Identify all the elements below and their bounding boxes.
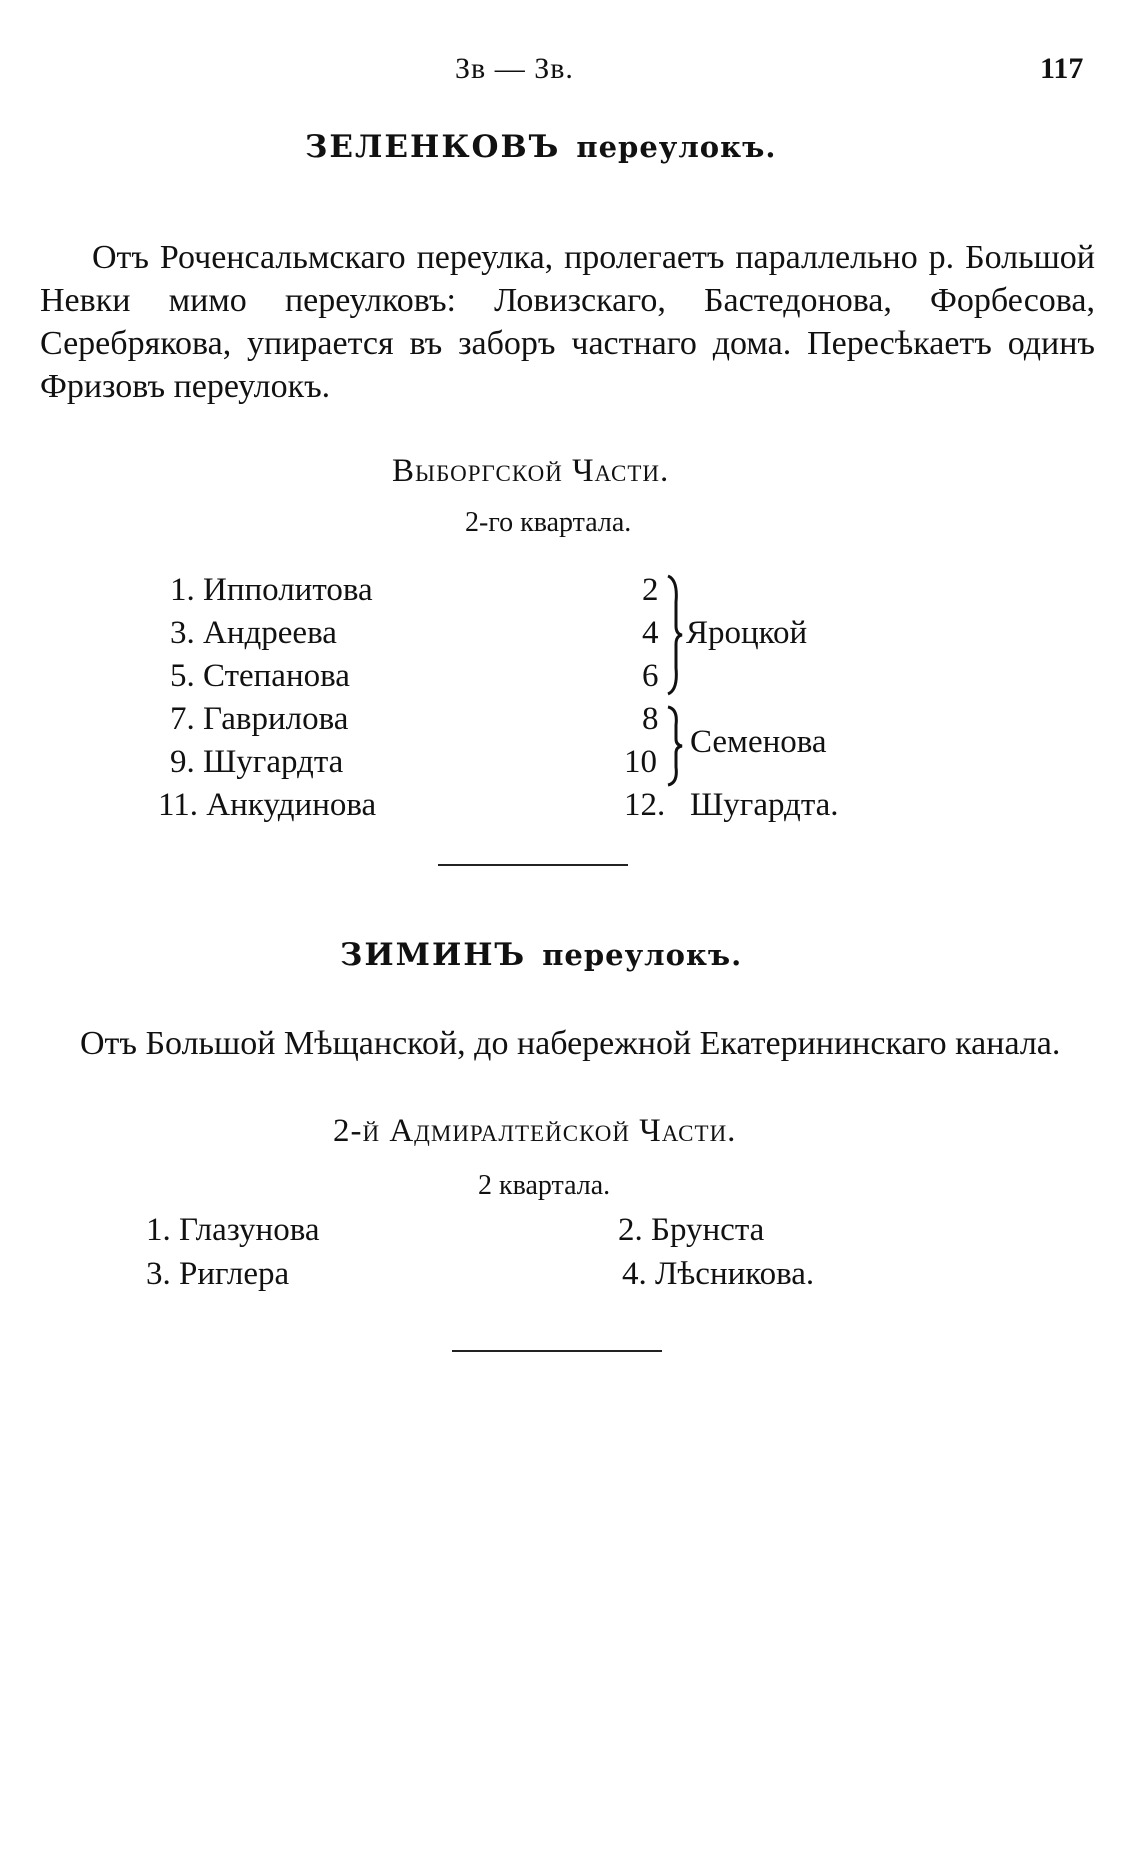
house-number: 8 [642,701,659,737]
house-number: 6 [642,658,659,694]
house-number: 4 [642,615,659,651]
street-description-zelenkov: Отъ Роченсальмскаго переулка, пролегаетъ параллельно р. Большой Невки мимо переулковъ: Ловизскаго, Бастедонова, Форбесова, Серебрякова, упирается въ заборъ частнаго дома. Пересѣкаетъ одинъ Фризовъ переулокъ. [40,239,1095,405]
quarter-label: 2 квартала. [478,1170,611,1201]
brace-group-2-6 [664,572,684,698]
section-divider [452,1350,662,1352]
house-number: 12. [624,787,666,823]
house-number: 10 [624,744,657,780]
list-item: 1. Ипполитова [170,572,373,608]
brace-group-8-10 [664,703,684,789]
list-item: 1. Глазунова [146,1212,320,1248]
list-item: 3. Риглера [146,1256,290,1292]
running-head: Зв — Зв. [455,52,574,85]
house-number: 2 [642,572,659,608]
list-item: 7. Гаврилова [170,701,349,737]
section-divider [438,864,628,866]
list-item: 5. Степанова [170,658,350,694]
list-item: 4. Лѣсникова. [622,1256,815,1292]
street-description-zimin: Отъ Большой Мѣщанской, до набережной Екатерининскаго канала. [80,1025,1061,1062]
list-item: 2. Брунста [618,1212,765,1248]
owner-group-2-6: Яроцкой [686,615,808,651]
owner-group-8-10: Семенова [690,724,827,760]
district-label-vyborg: Выборгской Части. [392,453,670,489]
page-number: 117 [1040,52,1084,85]
street-name: ЗЕЛЕНКОВЪ [305,129,561,165]
list-item: 11. Анкудинова [158,787,377,823]
owner-house-12: Шугардта. [690,787,839,823]
list-item: 9. Шугардта [170,744,344,780]
street-kind: переулокъ. [542,938,743,972]
street-name: ЗИМИНЪ [340,937,527,973]
district-label-admiralty: 2-й Адмиралтейской Части. [333,1113,737,1149]
quarter-label: 2-го квартала. [465,507,632,538]
street-kind: переулокъ. [576,130,777,164]
street-title-zelenkov [305,128,776,165]
list-item: 3. Андреева [170,615,337,651]
street-title-zimin [340,936,742,973]
